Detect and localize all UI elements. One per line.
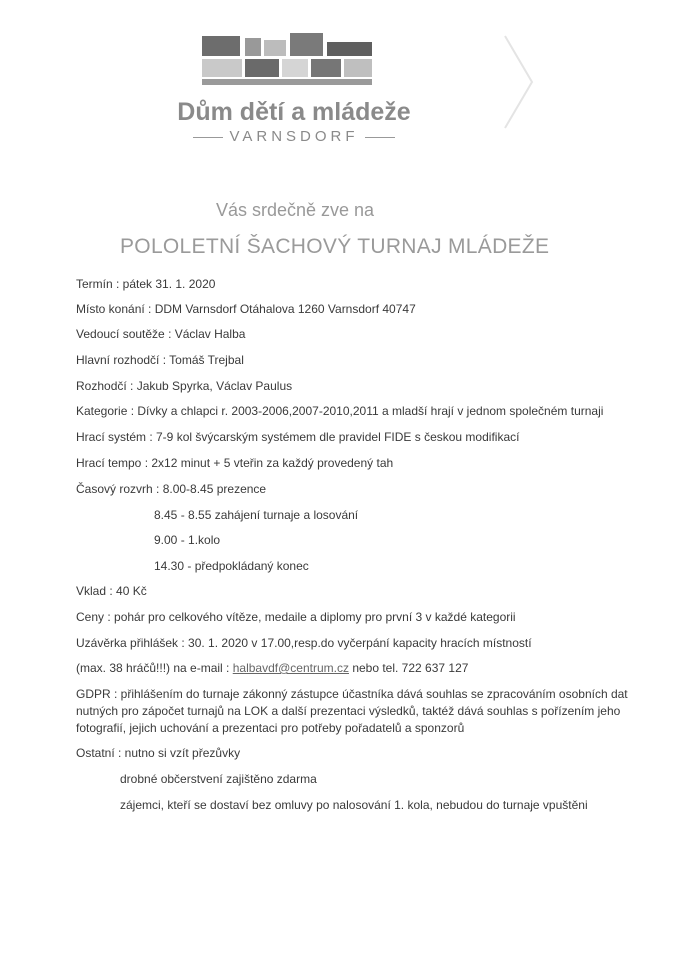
venue-line: Místo konání : DDM Varnsdorf Otáhalova 1260 Varnsdorf 40747 bbox=[76, 302, 416, 316]
schedule-item-round1: 9.00 - 1.kolo bbox=[154, 533, 221, 547]
schedule-line: Časový rozvrh : 8.00-8.45 prezence bbox=[76, 482, 267, 496]
logo-city-text: VARNSDORF bbox=[229, 128, 359, 145]
email-link[interactable]: halbavdf@centrum.cz bbox=[232, 661, 349, 675]
contact-phone: nebo tel. 722 637 127 bbox=[352, 661, 469, 675]
gdpr-line-1: GDPR : přihlášením do turnaje zákonný zástupce účastníka dává souhlas se zpracováním osobních dat bbox=[76, 687, 628, 701]
contact-line bbox=[76, 661, 468, 675]
logo-name: Dům dětí a mládeže bbox=[177, 98, 411, 126]
other-refreshments: drobné občerstvení zajištěno zdarma bbox=[120, 772, 317, 786]
schedule-item-opening: 8.45 - 8.55 zahájení turnaje a losování bbox=[154, 508, 359, 522]
prizes-line: Ceny : pohár pro celkového vítěze, medaile a diplomy pro první 3 v každé kategorii bbox=[76, 610, 516, 624]
ddm-logo bbox=[160, 28, 540, 153]
date-line: Termín : pátek 31. 1. 2020 bbox=[76, 277, 216, 291]
invitation-line: Vás srdečně zve na bbox=[215, 200, 375, 220]
gdpr-line-3: fotografií, jejich uchování a prezentaci pro potřeby pořadatelů a sponzorů bbox=[76, 721, 465, 735]
arbiters-line: Rozhodčí : Jakub Spyrka, Václav Paulus bbox=[76, 379, 293, 393]
chief-arbiter-line: Hlavní rozhodčí : Tomáš Trejbal bbox=[76, 353, 244, 367]
contact-prefix: (max. 38 hráčů!!!) na e-mail : bbox=[76, 661, 230, 675]
entry-fee-line: Vklad : 40 Kč bbox=[76, 584, 147, 598]
tournament-title: POLOLETNÍ ŠACHOVÝ TURNAJ MLÁDEŽE bbox=[120, 235, 550, 258]
categories-line: Kategorie : Dívky a chlapci r. 2003-2006,2007-2010,2011 a mladší hrají v jednom společném turnaji bbox=[76, 404, 604, 418]
gdpr-line-2: nutných pro zápočet turnajů na LOK a další prezentaci výsledků, taktéž dává souhlas s pořízením jeho bbox=[76, 704, 621, 718]
other-line: Ostatní : nutno si vzít přezůvky bbox=[76, 746, 241, 760]
logo-city bbox=[165, 128, 423, 145]
playing-system-line: Hrací systém : 7-9 kol švýcarským systémem dle pravidel FIDE s českou modifikací bbox=[76, 430, 520, 444]
registration-deadline-line: Uzávěrka přihlášek : 30. 1. 2020 v 17.00,resp.do vyčerpání kapacity hracích místností bbox=[76, 636, 532, 650]
time-control-line: Hrací tempo : 2x12 minut + 5 vteřin za každý provedený tah bbox=[76, 456, 394, 470]
director-line: Vedoucí soutěže : Václav Halba bbox=[76, 327, 246, 341]
other-late-arrivals: zájemci, kteří se dostaví bez omluvy po nalosování 1. kola, nebudou do turnaje vpuštěni bbox=[120, 798, 588, 812]
schedule-item-end: 14.30 - předpokládaný konec bbox=[154, 559, 309, 573]
